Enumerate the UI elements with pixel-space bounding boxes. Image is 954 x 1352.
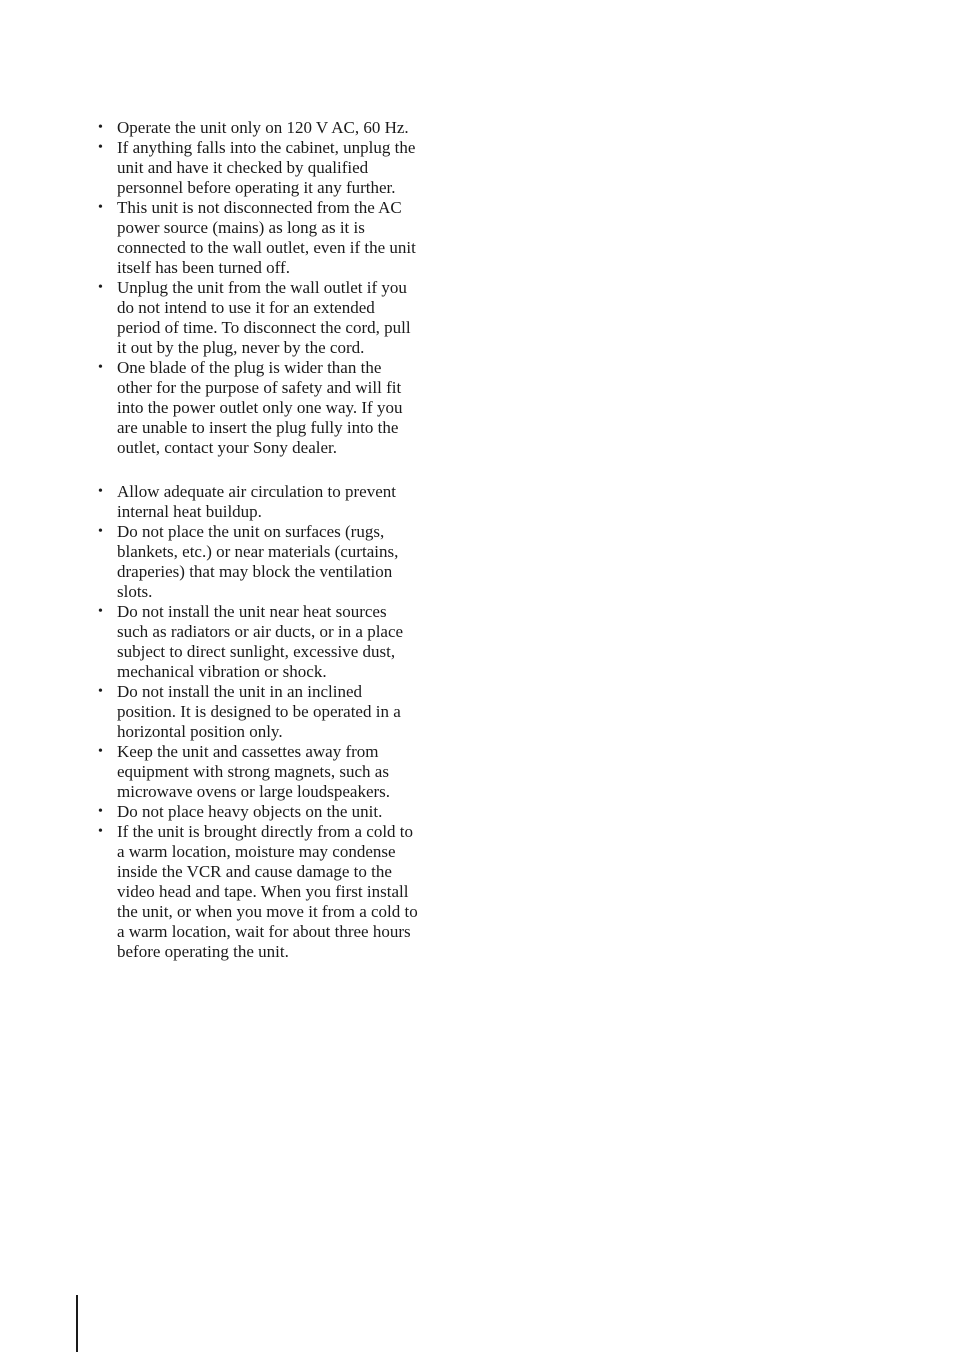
page-margin-rule — [76, 1295, 78, 1352]
list-item: • If the unit is brought directly from a cold to a warm location, moisture may condense inside the VCR and cause damage to the video head and tape. When you first install the unit, or when you move it from a cold to a warm location, wait for about three hours before operating the unit. — [98, 822, 470, 962]
list-item: • Allow adequate air circulation to prevent internal heat buildup. — [98, 482, 470, 522]
list-item: • Do not install the unit near heat sources such as radiators or air ducts, or in a place subject to direct sunlight, excessive dust, mechanical vibration or shock. — [98, 602, 470, 682]
list-item: • If anything falls into the cabinet, unplug the unit and have it checked by qualified personnel before operating it any further. — [98, 138, 470, 198]
list-item: • Operate the unit only on 120 V AC, 60 Hz. — [98, 118, 470, 138]
list-item: • Do not place heavy objects on the unit. — [98, 802, 470, 822]
list-item: • This unit is not disconnected from the AC power source (mains) as long as it is connected to the wall outlet, even if the unit itself has been turned off. — [98, 198, 470, 278]
power-precautions-list — [98, 118, 470, 458]
list-item: • Do not place the unit on surfaces (rugs, blankets, etc.) or near materials (curtains, draperies) that may block the ventilation slots. — [98, 522, 470, 602]
list-item: • Do not install the unit in an inclined position. It is designed to be operated in a horizontal position only. — [98, 682, 470, 742]
installation-precautions-list — [98, 482, 470, 962]
list-item: • Keep the unit and cassettes away from equipment with strong magnets, such as microwave ovens or large loudspeakers. — [98, 742, 470, 802]
section-spacer — [98, 458, 470, 482]
list-item: • Unplug the unit from the wall outlet if you do not intend to use it for an extended period of time. To disconnect the cord, pull it out by the plug, never by the cord. — [98, 278, 470, 358]
precautions-column — [98, 118, 470, 962]
list-item: • One blade of the plug is wider than the other for the purpose of safety and will fit into the power outlet only one way. If you are unable to insert the plug fully into the outlet, contact your Sony dealer. — [98, 358, 470, 458]
